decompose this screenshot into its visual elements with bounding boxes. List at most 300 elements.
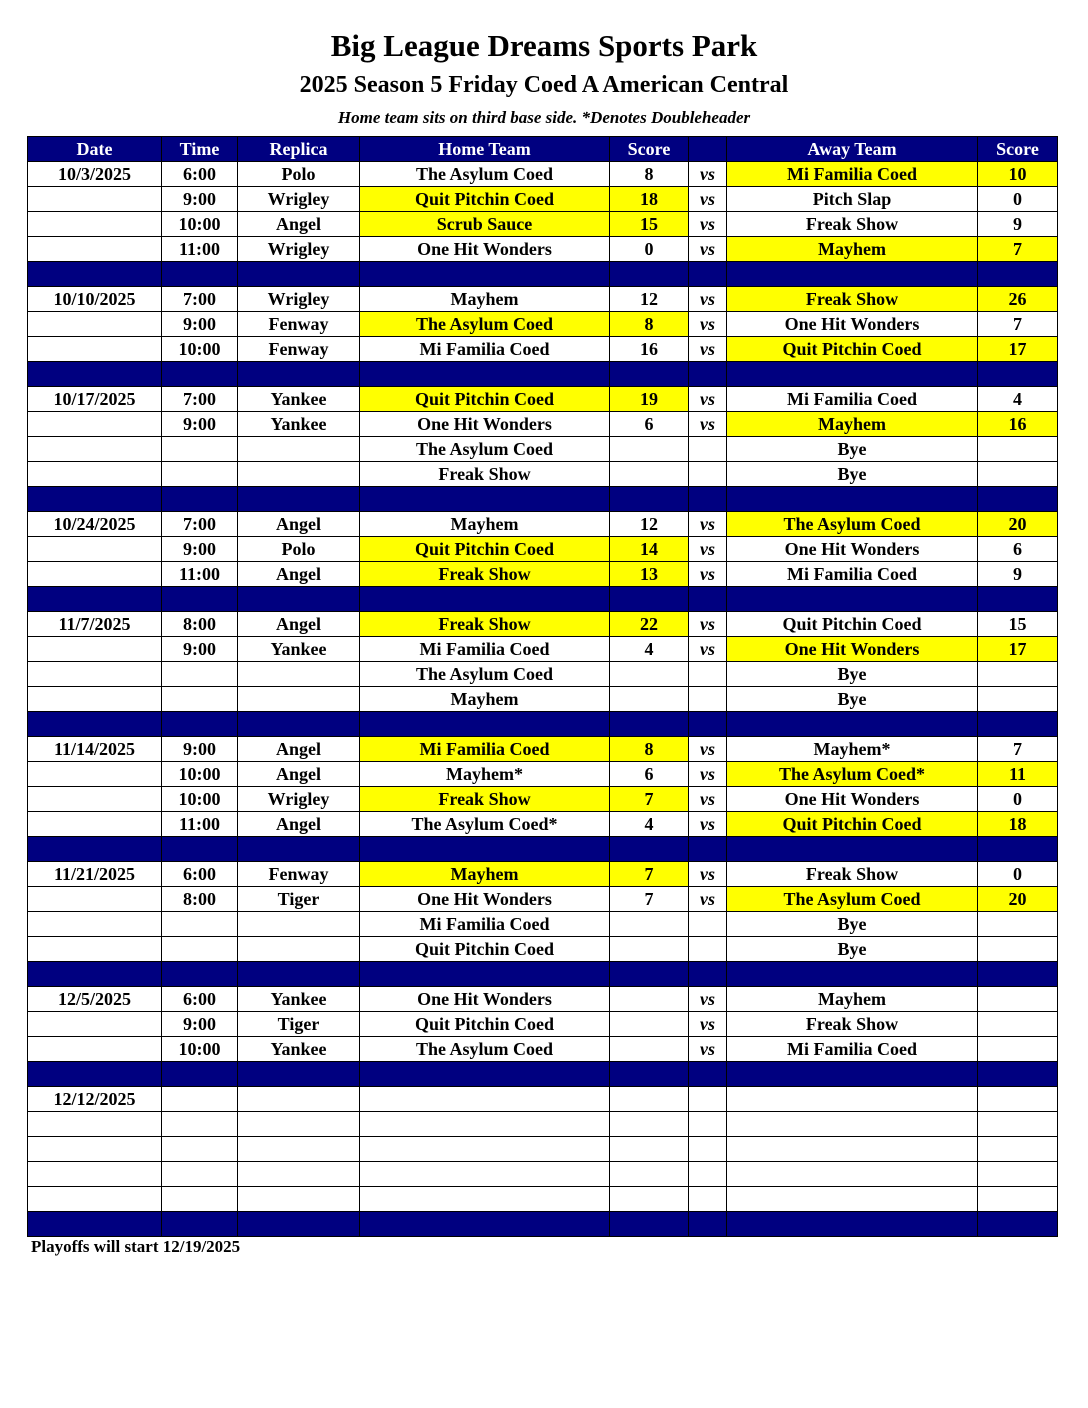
time-cell [162,437,238,462]
home-team-cell: Mi Familia Coed [360,737,610,762]
away-team-cell: Bye [727,437,978,462]
away-team-cell: Mayhem [727,412,978,437]
separator-cell [360,712,610,737]
separator-cell [978,487,1058,512]
separator-cell [360,1062,610,1087]
replica-cell: Wrigley [238,287,360,312]
game-row [28,237,1058,262]
away-score-cell: 6 [978,537,1058,562]
away-score-cell: 17 [978,337,1058,362]
home-team-cell: Mayhem [360,687,610,712]
separator-cell [162,1212,238,1237]
home-score-cell: 18 [610,187,689,212]
home-score-cell: 14 [610,537,689,562]
home-score-cell: 4 [610,812,689,837]
game-row [28,512,1058,537]
separator-cell [689,962,727,987]
replica-cell: Yankee [238,412,360,437]
home-team-cell: Scrub Sauce [360,212,610,237]
home-team-cell [360,1162,610,1187]
separator-row [28,587,1058,612]
replica-cell: Angel [238,512,360,537]
col-header-away-score: Score [978,137,1058,162]
game-row [28,437,1058,462]
separator-cell [727,487,978,512]
home-team-cell: One Hit Wonders [360,412,610,437]
game-row [28,537,1058,562]
home-team-cell: Mi Familia Coed [360,912,610,937]
replica-cell [238,687,360,712]
vs-cell: vs [689,737,727,762]
time-cell: 7:00 [162,287,238,312]
home-score-cell: 7 [610,862,689,887]
replica-cell [238,1112,360,1137]
separator-cell [28,587,162,612]
separator-cell [689,712,727,737]
time-cell: 6:00 [162,987,238,1012]
separator-cell [238,362,360,387]
vs-cell [689,1162,727,1187]
away-team-cell: Bye [727,662,978,687]
separator-cell [162,487,238,512]
separator-row [28,362,1058,387]
home-team-cell: Mi Familia Coed [360,637,610,662]
col-header-replica: Replica [238,137,360,162]
away-team-cell: Mi Familia Coed [727,162,978,187]
away-score-cell [978,1162,1058,1187]
schedule-table [27,136,1058,1237]
away-team-cell: Bye [727,462,978,487]
away-score-cell: 9 [978,212,1058,237]
separator-cell [28,487,162,512]
time-cell [162,662,238,687]
date-cell [28,812,162,837]
separator-cell [162,1062,238,1087]
home-team-cell [360,1112,610,1137]
vs-cell [689,437,727,462]
away-team-cell: Pitch Slap [727,187,978,212]
replica-cell: Fenway [238,312,360,337]
game-row [28,887,1058,912]
away-team-cell: Bye [727,912,978,937]
home-score-cell: 22 [610,612,689,637]
away-team-cell [727,1187,978,1212]
col-header-away-team: Away Team [727,137,978,162]
away-score-cell: 16 [978,412,1058,437]
vs-cell: vs [689,762,727,787]
away-score-cell [978,462,1058,487]
away-team-cell: Mayhem [727,237,978,262]
replica-cell: Yankee [238,637,360,662]
vs-cell: vs [689,1012,727,1037]
away-team-cell: Freak Show [727,862,978,887]
date-cell [28,1012,162,1037]
vs-cell: vs [689,537,727,562]
replica-cell: Tiger [238,887,360,912]
date-cell [28,412,162,437]
separator-cell [360,587,610,612]
replica-cell [238,662,360,687]
vs-cell [689,912,727,937]
away-team-cell: One Hit Wonders [727,787,978,812]
separator-cell [689,262,727,287]
playoffs-note: Playoffs will start 12/19/2025 [31,1237,241,1256]
away-score-cell: 20 [978,512,1058,537]
date-cell [28,462,162,487]
away-score-cell [978,687,1058,712]
time-cell [162,1162,238,1187]
date-cell [28,212,162,237]
home-team-cell: Quit Pitchin Coed [360,387,610,412]
home-team-cell: One Hit Wonders [360,237,610,262]
home-score-cell [610,662,689,687]
vs-cell: vs [689,187,727,212]
separator-cell [978,262,1058,287]
home-score-cell [610,687,689,712]
vs-cell: vs [689,612,727,637]
away-score-cell: 7 [978,312,1058,337]
game-row [28,762,1058,787]
separator-cell [610,362,689,387]
away-score-cell: 4 [978,387,1058,412]
separator-cell [689,1062,727,1087]
game-row [28,562,1058,587]
away-score-cell: 11 [978,762,1058,787]
time-cell: 9:00 [162,1012,238,1037]
game-row [28,1087,1058,1112]
separator-row [28,712,1058,737]
home-team-cell: The Asylum Coed [360,662,610,687]
time-cell: 11:00 [162,562,238,587]
time-cell [162,462,238,487]
date-cell [28,562,162,587]
replica-cell: Wrigley [238,787,360,812]
vs-cell [689,1112,727,1137]
separator-cell [238,837,360,862]
away-score-cell: 20 [978,887,1058,912]
home-team-cell: The Asylum Coed [360,1037,610,1062]
table-header-row [28,137,1058,162]
home-team-cell: Mayhem [360,512,610,537]
time-cell [162,687,238,712]
away-team-cell: Quit Pitchin Coed [727,337,978,362]
date-cell [28,1162,162,1187]
home-score-cell: 0 [610,237,689,262]
col-header-vs [689,137,727,162]
separator-cell [727,962,978,987]
separator-cell [610,587,689,612]
away-score-cell [978,437,1058,462]
away-score-cell: 18 [978,812,1058,837]
vs-cell: vs [689,987,727,1012]
vs-cell [689,1187,727,1212]
away-team-cell: One Hit Wonders [727,312,978,337]
separator-cell [238,587,360,612]
home-team-cell: Mayhem [360,287,610,312]
vs-cell [689,662,727,687]
vs-cell [689,1087,727,1112]
time-cell [162,1137,238,1162]
vs-cell: vs [689,237,727,262]
separator-cell [610,1062,689,1087]
home-team-cell: Quit Pitchin Coed [360,187,610,212]
date-cell: 11/21/2025 [28,862,162,887]
separator-cell [978,1212,1058,1237]
time-cell: 9:00 [162,537,238,562]
replica-cell: Fenway [238,862,360,887]
date-cell [28,1137,162,1162]
game-row [28,637,1058,662]
home-score-cell: 4 [610,637,689,662]
away-score-cell [978,1012,1058,1037]
away-team-cell: One Hit Wonders [727,637,978,662]
replica-cell: Angel [238,737,360,762]
game-row [28,1012,1058,1037]
vs-cell: vs [689,412,727,437]
home-score-cell: 8 [610,162,689,187]
game-row [28,1187,1058,1212]
date-cell: 12/5/2025 [28,987,162,1012]
time-cell [162,912,238,937]
time-cell [162,937,238,962]
time-cell: 10:00 [162,212,238,237]
separator-cell [162,712,238,737]
date-cell [28,337,162,362]
home-score-cell [610,937,689,962]
separator-cell [978,362,1058,387]
separator-cell [689,837,727,862]
time-cell: 11:00 [162,812,238,837]
time-cell [162,1187,238,1212]
time-cell: 11:00 [162,237,238,262]
away-score-cell: 10 [978,162,1058,187]
game-row [28,687,1058,712]
separator-cell [689,587,727,612]
away-team-cell: The Asylum Coed [727,512,978,537]
away-team-cell: Mayhem [727,987,978,1012]
date-cell: 12/12/2025 [28,1087,162,1112]
home-team-cell: The Asylum Coed* [360,812,610,837]
away-score-cell [978,1137,1058,1162]
separator-cell [28,962,162,987]
time-cell: 9:00 [162,637,238,662]
replica-cell [238,1137,360,1162]
home-score-cell: 13 [610,562,689,587]
home-team-cell: The Asylum Coed [360,312,610,337]
away-team-cell: Bye [727,687,978,712]
home-team-cell: Quit Pitchin Coed [360,937,610,962]
date-cell [28,187,162,212]
away-score-cell [978,1187,1058,1212]
game-row [28,737,1058,762]
vs-cell [689,937,727,962]
separator-cell [978,962,1058,987]
schedule-subtitle: 2025 Season 5 Friday Coed A American Central [299,72,789,98]
time-cell: 10:00 [162,337,238,362]
time-cell: 10:00 [162,762,238,787]
home-team-cell: The Asylum Coed [360,437,610,462]
home-team-cell [360,1087,610,1112]
game-row [28,912,1058,937]
date-cell [28,937,162,962]
time-cell: 10:00 [162,1037,238,1062]
replica-cell [238,912,360,937]
separator-cell [360,962,610,987]
home-score-cell: 19 [610,387,689,412]
replica-cell: Yankee [238,987,360,1012]
home-team-cell: Mayhem* [360,762,610,787]
separator-cell [978,712,1058,737]
home-team-cell [360,1187,610,1212]
game-row [28,987,1058,1012]
time-cell: 6:00 [162,162,238,187]
away-team-cell: Mayhem* [727,737,978,762]
away-team-cell [727,1087,978,1112]
replica-cell: Angel [238,812,360,837]
away-team-cell: Mi Familia Coed [727,387,978,412]
replica-cell [238,462,360,487]
separator-cell [162,837,238,862]
separator-cell [162,962,238,987]
date-cell: 10/17/2025 [28,387,162,412]
separator-cell [28,712,162,737]
date-cell [28,912,162,937]
separator-cell [162,362,238,387]
game-row [28,462,1058,487]
separator-cell [610,1212,689,1237]
game-row [28,212,1058,237]
replica-cell [238,1187,360,1212]
date-cell [28,1112,162,1137]
separator-cell [360,362,610,387]
separator-cell [978,837,1058,862]
away-team-cell: Mi Familia Coed [727,1037,978,1062]
home-team-cell: Freak Show [360,562,610,587]
time-cell: 10:00 [162,787,238,812]
away-team-cell: Quit Pitchin Coed [727,812,978,837]
away-score-cell: 0 [978,787,1058,812]
away-score-cell: 0 [978,187,1058,212]
replica-cell [238,1087,360,1112]
time-cell: 8:00 [162,612,238,637]
date-cell: 11/14/2025 [28,737,162,762]
home-team-cell: Freak Show [360,787,610,812]
date-cell [28,1037,162,1062]
time-cell: 7:00 [162,387,238,412]
separator-cell [238,1212,360,1237]
separator-cell [28,262,162,287]
away-team-cell: The Asylum Coed* [727,762,978,787]
home-score-cell [610,437,689,462]
home-score-cell: 16 [610,337,689,362]
home-team-cell: One Hit Wonders [360,887,610,912]
away-score-cell [978,912,1058,937]
home-score-cell: 15 [610,212,689,237]
game-row [28,312,1058,337]
away-score-cell [978,662,1058,687]
home-score-cell [610,987,689,1012]
separator-cell [727,1062,978,1087]
vs-cell: vs [689,887,727,912]
separator-cell [28,837,162,862]
separator-cell [360,487,610,512]
replica-cell: Tiger [238,1012,360,1037]
home-score-cell: 8 [610,737,689,762]
time-cell [162,1112,238,1137]
replica-cell [238,437,360,462]
replica-cell: Polo [238,537,360,562]
home-score-cell [610,1137,689,1162]
replica-cell: Angel [238,762,360,787]
home-team-cell: Freak Show [360,612,610,637]
away-score-cell: 26 [978,287,1058,312]
vs-cell: vs [689,787,727,812]
away-team-cell: Quit Pitchin Coed [727,612,978,637]
separator-cell [610,712,689,737]
date-cell [28,312,162,337]
date-cell [28,237,162,262]
away-team-cell: One Hit Wonders [727,537,978,562]
separator-cell [978,1062,1058,1087]
separator-cell [727,712,978,737]
vs-cell: vs [689,812,727,837]
page-title: Big League Dreams Sports Park [330,28,758,63]
game-row [28,412,1058,437]
separator-cell [360,837,610,862]
game-row [28,662,1058,687]
home-team-cell: Quit Pitchin Coed [360,1012,610,1037]
vs-cell [689,462,727,487]
home-score-cell [610,1112,689,1137]
home-score-cell [610,1087,689,1112]
away-team-cell: Mi Familia Coed [727,562,978,587]
home-score-cell: 7 [610,887,689,912]
home-team-cell: One Hit Wonders [360,987,610,1012]
away-score-cell: 7 [978,237,1058,262]
time-cell: 6:00 [162,862,238,887]
date-cell [28,537,162,562]
game-row [28,937,1058,962]
game-row [28,1112,1058,1137]
vs-cell: vs [689,862,727,887]
date-cell: 10/24/2025 [28,512,162,537]
game-row [28,1137,1058,1162]
replica-cell [238,1162,360,1187]
date-cell [28,687,162,712]
separator-cell [28,1212,162,1237]
separator-cell [238,712,360,737]
date-cell [28,437,162,462]
home-team-cell: Mayhem [360,862,610,887]
date-cell [28,787,162,812]
date-cell [28,1187,162,1212]
date-cell [28,662,162,687]
vs-cell [689,687,727,712]
separator-row [28,962,1058,987]
vs-cell [689,1137,727,1162]
time-cell: 8:00 [162,887,238,912]
date-cell [28,762,162,787]
separator-row [28,1062,1058,1087]
home-score-cell: 12 [610,512,689,537]
separator-cell [360,1212,610,1237]
separator-cell [689,362,727,387]
separator-cell [238,262,360,287]
away-team-cell [727,1112,978,1137]
away-score-cell [978,1087,1058,1112]
away-score-cell: 17 [978,637,1058,662]
home-score-cell: 6 [610,412,689,437]
